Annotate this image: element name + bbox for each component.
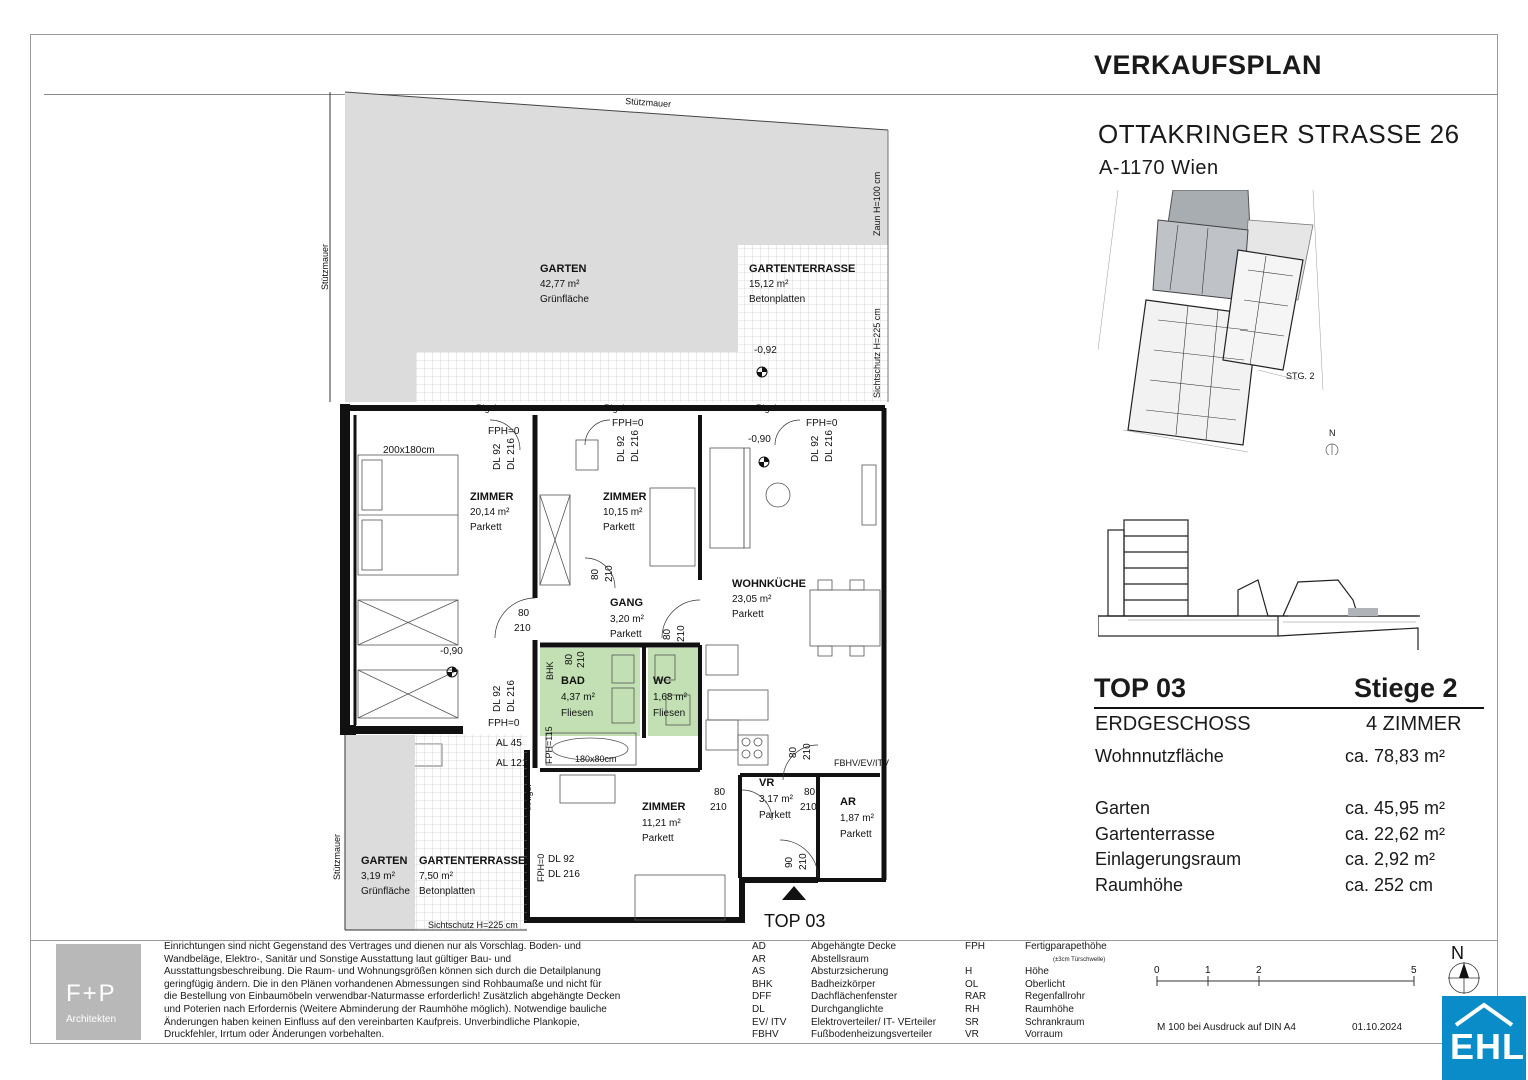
room-area: 1,68 m² xyxy=(653,692,687,703)
room-floor-type: Betonplatten xyxy=(419,886,476,897)
abbr-value: Fußbodenheizungsverteiler xyxy=(811,1029,933,1041)
disclaimer-line: Ausstattungsbeschreibung. Die Raum- und Wohnungsgrößen können sich durch die Detailplanung xyxy=(164,966,601,978)
abbr-key: RH xyxy=(965,1003,980,1015)
door-width-label: 80 xyxy=(804,787,816,798)
room-area: 10,15 m² xyxy=(603,507,643,518)
room-floor-type: Parkett xyxy=(840,829,872,840)
abbr-key: DL xyxy=(752,1003,765,1015)
door-height-label: 210 xyxy=(800,802,817,813)
parapet-height-label: FPH=0 xyxy=(612,418,644,429)
abbreviation-values-2 xyxy=(1025,941,1145,1042)
abbreviation-values-1 xyxy=(811,941,961,1042)
unit-info-value: ca. 78,83 m² xyxy=(1345,746,1446,766)
parapet-height-label: FPH=0 xyxy=(806,418,838,429)
room-area: 3,19 m² xyxy=(361,871,395,882)
room-area: 15,12 m² xyxy=(749,279,789,290)
room-name: GARTENTERRASSE xyxy=(419,855,526,867)
disclaimer-line: die Bestellung von Einbaumöbeln verwendbar-Naturmasse erforderlich! Zusätzlich abgehängte Decken xyxy=(164,991,621,1003)
abbr-value: Badheizkörper xyxy=(811,978,876,990)
house-icon xyxy=(1452,1001,1516,1027)
abbr-value: Abstellsraum xyxy=(811,953,869,965)
abbr-value: Fertigparapethöhe xyxy=(1025,941,1107,952)
door-width-label: DL 92 xyxy=(810,435,821,462)
unit-info-value: ca. 2,92 m² xyxy=(1345,849,1436,869)
unit-info-value: ca. 22,62 m² xyxy=(1345,824,1446,844)
room-name: GARTEN xyxy=(540,263,587,275)
room-area: 3,17 m² xyxy=(759,794,793,805)
room-floor-type: Parkett xyxy=(732,609,764,620)
room-name: WOHNKÜCHE xyxy=(732,578,806,590)
room-name: GANG xyxy=(610,597,643,609)
room-area: 23,05 m² xyxy=(732,594,772,605)
project-city: A-1170 Wien xyxy=(1099,157,1219,179)
abbr-value: Abgehängte Decke xyxy=(811,941,897,952)
unit-room-count: 4 ZIMMER xyxy=(1366,713,1462,735)
abbr-key: OL xyxy=(965,978,979,990)
abbr-key: DFF xyxy=(752,991,772,1003)
unit-info-label: Einlagerungsraum xyxy=(1095,849,1242,869)
door-height-label: DL 216 xyxy=(824,430,835,462)
door-width-label: 80 xyxy=(714,787,726,798)
room-name: GARTEN xyxy=(361,855,408,867)
parapet-height-label: FPH=0 xyxy=(536,853,546,882)
door-width-label: DL 92 xyxy=(492,443,503,470)
room-name: WC xyxy=(653,675,672,687)
abbr-key xyxy=(965,954,1025,967)
room-name: AR xyxy=(840,796,856,808)
door-height-label: DL 216 xyxy=(548,869,580,880)
abbr-key: AD xyxy=(752,941,766,952)
abbr-key: EV/ ITV xyxy=(752,1016,787,1028)
retaining-wall-label: Stützmauer xyxy=(624,96,672,110)
level-marker: -0,92 xyxy=(754,345,777,356)
unit-info-label: Wohnnutzfläche xyxy=(1095,746,1224,766)
privacy-screen-label: Sichtschutz H=225 cm xyxy=(872,308,882,398)
unit-top-number: TOP 03 xyxy=(1094,673,1187,703)
abbr-key: FPH xyxy=(965,941,985,952)
entrance-label: TOP 03 xyxy=(764,911,826,931)
disclaimer-text xyxy=(164,941,684,1042)
rigol-label: Rigol xyxy=(756,403,777,413)
room-area: 1,87 m² xyxy=(840,813,874,824)
plan-date: 01.10.2024 xyxy=(1352,1022,1403,1033)
door-height-label: DL 216 xyxy=(506,438,517,470)
abbr-key: BHK xyxy=(752,978,773,990)
room-floor-type: Betonplatten xyxy=(749,294,806,305)
building-section-thumbnail xyxy=(1098,510,1420,656)
ehl-logo-text: EHL xyxy=(1450,1026,1525,1067)
abbr-value: Durchganglichte xyxy=(811,1003,884,1015)
garden-area xyxy=(345,735,415,930)
door-height-label: 210 xyxy=(676,625,687,642)
room-area: 4,37 m² xyxy=(561,692,595,703)
abbr-value: Höhe xyxy=(1025,966,1049,978)
door-height-label: 210 xyxy=(802,743,813,760)
door-height-label: 210 xyxy=(576,651,587,668)
abbr-key: H xyxy=(965,966,973,978)
privacy-screen-label: Sichtschutz H=225 cm xyxy=(428,920,518,930)
level-marker: -0,90 xyxy=(748,434,771,445)
unit-stiege: Stiege 2 xyxy=(1354,673,1458,703)
parapet-height-label: FPH=115 xyxy=(544,726,554,764)
door-height-label: 210 xyxy=(798,853,809,870)
sheet-title: VERKAUFSPLAN xyxy=(1094,50,1323,80)
door-height-label: 210 xyxy=(604,565,615,582)
room-floor-type: Fliesen xyxy=(561,708,594,719)
abbr-key: RAR xyxy=(965,991,987,1003)
abbreviation-keys-1 xyxy=(752,941,812,1042)
unit-floor: ERDGESCHOSS xyxy=(1095,713,1251,735)
room-area: 11,21 m² xyxy=(642,818,681,829)
parapet-height-label: FPH=0 xyxy=(488,426,520,437)
architect-logo-subtext: Architekten xyxy=(66,1014,117,1025)
unit-info-row xyxy=(1095,849,1485,870)
room-area: 3,20 m² xyxy=(610,614,644,625)
fence-label: Zaun H=100 cm xyxy=(872,171,882,236)
room-name: BAD xyxy=(561,675,585,687)
retaining-wall-label: Stützmauer xyxy=(320,243,330,290)
abbr-value: (±3cm Türschwelle) xyxy=(1053,956,1106,963)
rigol-label: Rigol xyxy=(604,403,625,413)
room-name: ZIMMER xyxy=(603,491,647,503)
unit-info-row xyxy=(1095,798,1485,819)
scale-note: M 100 bei Ausdruck auf DIN A4 xyxy=(1157,1022,1296,1033)
room-floor-type: Grünfläche xyxy=(540,294,589,305)
abbr-key: SR xyxy=(965,1016,979,1028)
room-area: 20,14 m² xyxy=(470,507,510,518)
room-name: ZIMMER xyxy=(642,801,686,813)
north-arrow-icon xyxy=(1440,942,1496,996)
room-floor-type: Parkett xyxy=(470,522,502,533)
ehl-logo xyxy=(1442,996,1526,1080)
abbr-value: Elektroverteiler/ IT- VErteiler xyxy=(811,1016,937,1028)
abbr-key: AR xyxy=(752,953,766,965)
parapet-height-label: FPH=0 xyxy=(488,718,520,729)
disclaimer-line: Änderungen haben keinen Einfluss auf den vereinbarten Kaufpreis. Unverbindliche Plankopie, xyxy=(164,1016,580,1028)
room-floor-type: Grünfläche xyxy=(361,886,410,897)
unit-info-label: Gartenterrasse xyxy=(1095,824,1216,844)
disclaimer-line: und Poterien nach Erfordernis (Weitere Abminderung der Raumhöhe möglich). Notwendige bauliche xyxy=(164,1003,607,1015)
retaining-wall-label: Stützmauer xyxy=(332,833,342,880)
window-note: AL 45 xyxy=(496,738,522,749)
door-height-label: DL 216 xyxy=(630,430,641,462)
tub-size-label: 180x80cm xyxy=(575,754,617,764)
door-width-label: 90 xyxy=(784,856,795,868)
room-name: ZIMMER xyxy=(470,491,514,503)
abbr-value: Vorraum xyxy=(1025,1029,1063,1041)
disclaimer-line: Einrichtungen sind nicht Gegenstand des Vertrages und dienen nur als Vorschlag. Boden- und xyxy=(164,941,581,952)
room-floor-type: Parkett xyxy=(759,810,791,821)
unit-info-row xyxy=(1095,824,1485,845)
door-height-label: 210 xyxy=(514,623,531,634)
rigol-label: Rigol xyxy=(523,784,533,805)
site-plan-thumbnail xyxy=(1098,190,1346,455)
room-floor-type: Parkett xyxy=(642,833,674,844)
radiator-label: BHK xyxy=(545,661,555,680)
unit-info-label: Raumhöhe xyxy=(1095,875,1184,895)
distributor-label: FBHV/EV/ITV xyxy=(834,758,890,768)
unit-info-row xyxy=(1095,746,1485,767)
abbr-value: Dachflächenfenster xyxy=(811,991,898,1003)
unit-info-value: ca. 252 cm xyxy=(1345,875,1434,895)
room-floor-type: Fliesen xyxy=(653,708,686,719)
scale-bar xyxy=(1150,960,1430,1000)
abbr-value: Schrankraum xyxy=(1025,1016,1085,1028)
project-address: OTTAKRINGER STRASSE 26 xyxy=(1098,119,1460,149)
disclaimer-line: Druckfehler, Irrtum oder Änderungen vorbehalten. xyxy=(164,1029,385,1041)
unit-info-label: Garten xyxy=(1095,798,1151,818)
disclaimer-line: Wandbeläge, Elektro-, Sanitär und Sonstige Ausstattung laut gültiger Bau- und xyxy=(164,953,512,965)
door-width-label: 80 xyxy=(662,628,673,640)
door-width-label: 80 xyxy=(590,568,601,580)
abbr-key: VR xyxy=(965,1029,979,1041)
bed-size-label: 200x180cm xyxy=(383,445,435,456)
scale-tick-label: 0 xyxy=(1154,965,1160,976)
room-floor-type: Parkett xyxy=(603,522,635,533)
unit-info-row xyxy=(1095,875,1485,896)
door-width-label: 80 xyxy=(518,608,530,619)
north-label: N xyxy=(1451,943,1464,963)
room-floor-type: Parkett xyxy=(610,629,642,640)
room-name: VR xyxy=(759,777,775,789)
room-area: 42,77 m² xyxy=(540,279,580,290)
entrance-arrow xyxy=(782,886,806,900)
scale-tick-label: 1 xyxy=(1205,965,1211,976)
abbr-value: Raumhöhe xyxy=(1025,1003,1074,1015)
door-width-label: DL 92 xyxy=(616,435,627,462)
scale-tick-label: 2 xyxy=(1256,965,1262,976)
abbreviation-keys-2 xyxy=(965,941,1025,1042)
unit-title-rule xyxy=(1094,707,1484,709)
unit-info-value: ca. 45,95 m² xyxy=(1345,798,1446,818)
abbr-key: FBHV xyxy=(752,1029,779,1041)
door-height-label: DL 216 xyxy=(506,680,517,712)
site-plan-stair-label: STG. 2 xyxy=(1286,371,1315,381)
architect-logo-text: F+P xyxy=(66,980,117,1007)
door-width-label: DL 92 xyxy=(548,854,575,865)
architect-logo xyxy=(56,944,141,1040)
door-height-label: 210 xyxy=(710,802,727,813)
site-plan-north-label: N xyxy=(1329,428,1336,438)
rigol-label: Rigol xyxy=(476,403,497,413)
scale-tick-label: 5 xyxy=(1411,965,1417,976)
abbr-value: Absturzsicherung xyxy=(811,966,889,978)
window-note: AL 121 xyxy=(496,758,528,769)
abbr-value: Oberlicht xyxy=(1025,978,1066,990)
abbr-key: AS xyxy=(752,966,766,978)
door-width-label: 80 xyxy=(788,746,799,758)
door-width-label: 80 xyxy=(564,653,575,665)
abbr-value: Regenfallrohr xyxy=(1025,991,1086,1003)
room-name: GARTENTERRASSE xyxy=(749,263,856,275)
disclaimer-line: geringfügig ändern. Die in den Plänen vorhandenen Abmessungen sind Rohbaumaße und nicht für xyxy=(164,978,602,990)
terrace-area xyxy=(416,352,738,402)
room-area: 7,50 m² xyxy=(419,871,453,882)
door-width-label: DL 92 xyxy=(492,685,503,712)
level-marker: -0,90 xyxy=(440,646,463,657)
